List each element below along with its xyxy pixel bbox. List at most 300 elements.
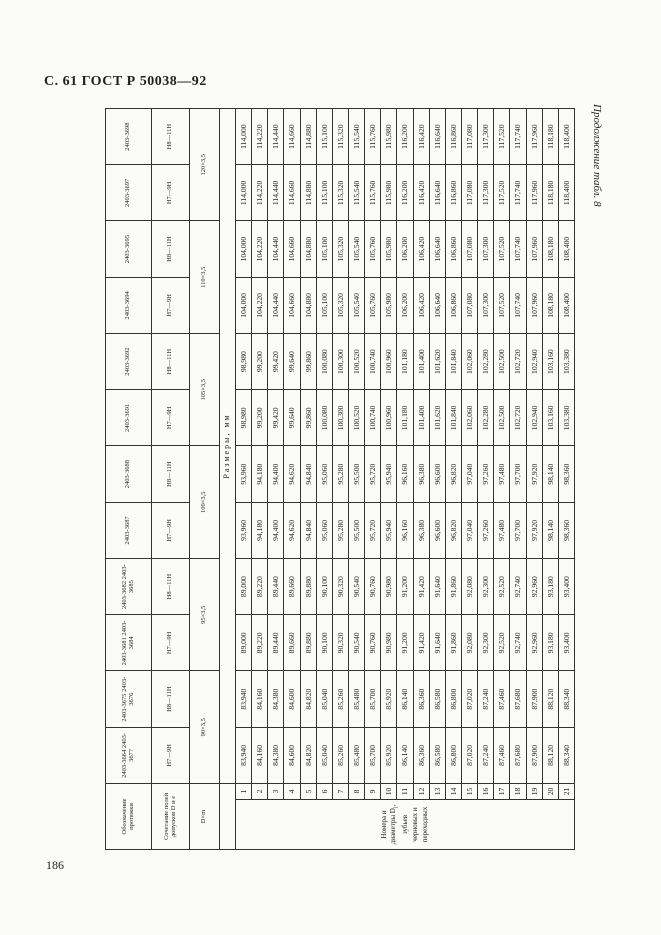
table-row xyxy=(365,109,381,850)
diameter-value: 93,400 xyxy=(558,615,574,671)
table-row xyxy=(542,109,558,850)
diameter-value: 115,320 xyxy=(332,165,348,221)
diameter-value: 101,400 xyxy=(413,390,429,446)
diameter-value: 115,760 xyxy=(365,165,381,221)
diameter-value: 114,880 xyxy=(300,109,316,165)
diameter-value: 102,720 xyxy=(510,334,526,390)
diameter-value: 106,420 xyxy=(413,221,429,277)
diameter-value: 90,760 xyxy=(365,615,381,671)
table-row xyxy=(252,109,268,850)
diameter-value: 97,480 xyxy=(494,446,510,502)
diameter-value: 103,380 xyxy=(558,334,574,390)
diameter-value: 103,160 xyxy=(542,390,558,446)
diameter-value: 117,300 xyxy=(478,165,494,221)
diameter-value: 91,640 xyxy=(429,615,445,671)
diameter-value: 117,740 xyxy=(510,165,526,221)
diameter-value: 98,980 xyxy=(236,334,252,390)
diameter-value: 91,200 xyxy=(397,615,413,671)
diameter-value: 88,340 xyxy=(558,671,574,727)
diameter-value: 96,160 xyxy=(397,446,413,502)
diameter-value: 108,180 xyxy=(542,221,558,277)
diameter-value: 106,420 xyxy=(413,277,429,333)
table-row xyxy=(381,109,397,850)
diameter-value: 95,500 xyxy=(348,502,364,558)
diameter-value: 106,640 xyxy=(429,277,445,333)
diameter-value: 96,600 xyxy=(429,502,445,558)
diameter-value: 87,900 xyxy=(526,727,542,783)
diameter-value: 94,620 xyxy=(284,502,300,558)
diameter-value: 107,740 xyxy=(510,221,526,277)
diameter-value: 108,400 xyxy=(558,221,574,277)
diameter-value: 94,180 xyxy=(252,502,268,558)
tolerance-field-cell: H7—9H xyxy=(152,165,190,221)
diameter-value: 101,840 xyxy=(445,390,461,446)
diameter-value: 101,180 xyxy=(397,334,413,390)
diameter-value: 86,140 xyxy=(397,727,413,783)
broach-code-cell: 2403-3694 xyxy=(106,277,152,333)
diameter-value: 90,540 xyxy=(348,615,364,671)
diameter-value: 85,260 xyxy=(332,727,348,783)
diameter-value: 83,940 xyxy=(236,671,252,727)
row-index: 10 xyxy=(381,784,397,800)
diameter-value: 89,880 xyxy=(300,559,316,615)
diameter-value: 98,360 xyxy=(558,446,574,502)
diameter-value: 95,280 xyxy=(332,446,348,502)
diameter-value: 117,960 xyxy=(526,109,542,165)
diameter-value: 114,220 xyxy=(252,165,268,221)
diameter-value: 91,860 xyxy=(445,559,461,615)
row-index: 11 xyxy=(397,784,413,800)
diameter-value: 85,700 xyxy=(365,727,381,783)
diameter-value: 85,480 xyxy=(348,671,364,727)
tolerance-field-cell: H8—11H xyxy=(152,221,190,277)
diameter-value: 84,600 xyxy=(284,727,300,783)
diameter-value: 107,960 xyxy=(526,221,542,277)
size-cell: 120×3,5 xyxy=(190,109,220,222)
diameter-value: 107,080 xyxy=(461,277,477,333)
diameter-value: 102,060 xyxy=(461,334,477,390)
diameter-value: 83,940 xyxy=(236,727,252,783)
diameter-value: 116,420 xyxy=(413,165,429,221)
sizes-title: Размеры, мм xyxy=(220,109,236,784)
row-index: 14 xyxy=(445,784,461,800)
page-header: С. 61 ГОСТ Р 50038—92 xyxy=(44,74,207,89)
diameter-value: 116,640 xyxy=(429,109,445,165)
diameter-value: 99,640 xyxy=(284,334,300,390)
broach-code-cell: 2403-3681 2403-3684 xyxy=(106,615,152,671)
diameter-value: 107,300 xyxy=(478,221,494,277)
diameter-value: 97,260 xyxy=(478,446,494,502)
row-group-label-line1: Номера и диаметры D xyxy=(379,808,398,845)
diameter-value: 117,960 xyxy=(526,165,542,221)
row-group-label-subscript: i xyxy=(393,806,400,809)
table-row xyxy=(558,109,574,850)
diameter-value: 114,000 xyxy=(236,165,252,221)
diameter-value: 105,100 xyxy=(316,221,332,277)
diameter-value: 118,400 xyxy=(558,165,574,221)
diameter-value: 105,980 xyxy=(381,277,397,333)
table-row xyxy=(397,109,413,850)
diameter-value: 116,640 xyxy=(429,165,445,221)
diameter-value: 118,180 xyxy=(542,109,558,165)
diameter-value: 102,500 xyxy=(494,334,510,390)
table-row xyxy=(268,109,284,850)
diameter-value: 114,000 xyxy=(236,109,252,165)
diameter-value: 84,160 xyxy=(252,727,268,783)
diameter-value: 115,100 xyxy=(316,165,332,221)
diameter-value: 100,300 xyxy=(332,390,348,446)
diameter-value: 89,220 xyxy=(252,559,268,615)
diameter-value: 94,400 xyxy=(268,502,284,558)
broach-diameters-table xyxy=(105,108,575,850)
diameter-value: 85,700 xyxy=(365,671,381,727)
diameter-value: 100,740 xyxy=(365,390,381,446)
header-row-units xyxy=(220,109,236,850)
diameter-value: 94,620 xyxy=(284,446,300,502)
diameter-value: 98,140 xyxy=(542,446,558,502)
table-row xyxy=(300,109,316,850)
broach-code-cell: 2403-3698 xyxy=(106,109,152,165)
diameter-value: 106,200 xyxy=(397,221,413,277)
diameter-value: 105,540 xyxy=(348,277,364,333)
diameter-value: 100,080 xyxy=(316,334,332,390)
size-label: D×m xyxy=(190,784,220,850)
diameter-value: 92,300 xyxy=(478,615,494,671)
diameter-value: 95,720 xyxy=(365,446,381,502)
diameter-value: 114,220 xyxy=(252,109,268,165)
units-empty xyxy=(220,784,236,850)
diameter-value: 104,880 xyxy=(300,221,316,277)
table-row xyxy=(332,109,348,850)
diameter-value: 101,400 xyxy=(413,334,429,390)
tolerance-field-cell: H7—9H xyxy=(152,277,190,333)
diameter-value: 90,320 xyxy=(332,559,348,615)
diameter-value: 98,360 xyxy=(558,502,574,558)
diameter-value: 92,080 xyxy=(461,615,477,671)
diameter-value: 100,520 xyxy=(348,334,364,390)
diameter-value: 95,940 xyxy=(381,446,397,502)
diameter-value: 85,040 xyxy=(316,671,332,727)
diameter-value: 90,100 xyxy=(316,615,332,671)
diameter-value: 92,960 xyxy=(526,559,542,615)
diameter-value: 107,520 xyxy=(494,221,510,277)
diameter-value: 98,140 xyxy=(542,502,558,558)
diameter-value: 105,980 xyxy=(381,221,397,277)
table-row xyxy=(236,109,252,850)
tolerance-field-cell: H8—11H xyxy=(152,446,190,502)
diameter-value: 97,920 xyxy=(526,446,542,502)
diameter-value: 85,040 xyxy=(316,727,332,783)
diameter-value: 117,080 xyxy=(461,109,477,165)
broach-code-cell: 2403-3697 xyxy=(106,165,152,221)
diameter-value: 87,680 xyxy=(510,671,526,727)
diameter-value: 106,860 xyxy=(445,221,461,277)
diameter-value: 95,720 xyxy=(365,502,381,558)
diameter-value: 100,520 xyxy=(348,390,364,446)
diameter-value: 86,360 xyxy=(413,727,429,783)
tolerance-field-cell: H7—9H xyxy=(152,727,190,783)
diameter-value: 86,140 xyxy=(397,671,413,727)
diameter-value: 90,540 xyxy=(348,559,364,615)
table-row xyxy=(284,109,300,850)
diameter-value: 96,820 xyxy=(445,446,461,502)
diameter-value: 102,940 xyxy=(526,390,542,446)
diameter-value: 107,520 xyxy=(494,277,510,333)
diameter-value: 107,080 xyxy=(461,221,477,277)
broach-code-cell: 2403-3691 xyxy=(106,390,152,446)
diameter-value: 92,740 xyxy=(510,559,526,615)
diameter-value: 104,440 xyxy=(268,221,284,277)
diameter-value: 93,180 xyxy=(542,615,558,671)
diameter-value: 114,660 xyxy=(284,165,300,221)
table-row xyxy=(478,109,494,850)
diameter-value: 91,420 xyxy=(413,615,429,671)
row-index: 17 xyxy=(494,784,510,800)
diameter-value: 99,860 xyxy=(300,390,316,446)
diameter-value: 87,460 xyxy=(494,727,510,783)
diameter-value: 115,980 xyxy=(381,109,397,165)
diameter-value: 88,120 xyxy=(542,727,558,783)
diameter-value: 105,320 xyxy=(332,221,348,277)
diameter-value: 85,260 xyxy=(332,671,348,727)
table-row xyxy=(461,109,477,850)
diameter-value: 85,920 xyxy=(381,671,397,727)
diameter-value: 86,360 xyxy=(413,671,429,727)
table-row xyxy=(316,109,332,850)
diameter-value: 105,540 xyxy=(348,221,364,277)
diameter-value: 94,400 xyxy=(268,446,284,502)
diameter-value: 89,440 xyxy=(268,615,284,671)
diameter-value: 102,940 xyxy=(526,334,542,390)
row-index: 19 xyxy=(526,784,542,800)
diameter-value: 99,200 xyxy=(252,334,268,390)
diameter-value: 115,100 xyxy=(316,109,332,165)
diameter-value: 95,060 xyxy=(316,502,332,558)
diameter-value: 107,960 xyxy=(526,277,542,333)
diameter-value: 107,300 xyxy=(478,277,494,333)
header-row-codes xyxy=(106,109,152,850)
diameter-value: 104,660 xyxy=(284,277,300,333)
diameter-value: 97,700 xyxy=(510,502,526,558)
diameter-value: 87,020 xyxy=(461,727,477,783)
diameter-value: 88,340 xyxy=(558,727,574,783)
diameter-value: 84,380 xyxy=(268,727,284,783)
row-index: 2 xyxy=(252,784,268,800)
diameter-value: 102,060 xyxy=(461,390,477,446)
diameter-value: 96,380 xyxy=(413,502,429,558)
diameter-value: 92,960 xyxy=(526,615,542,671)
diameter-value: 107,740 xyxy=(510,277,526,333)
diameter-value: 104,220 xyxy=(252,277,268,333)
diameter-value: 86,580 xyxy=(429,671,445,727)
diameter-value: 89,000 xyxy=(236,615,252,671)
diameter-value: 117,300 xyxy=(478,109,494,165)
diameter-value: 104,440 xyxy=(268,277,284,333)
diameter-value: 103,380 xyxy=(558,390,574,446)
diameter-value: 97,920 xyxy=(526,502,542,558)
diameter-value: 93,400 xyxy=(558,559,574,615)
diameter-value: 118,180 xyxy=(542,165,558,221)
diameter-value: 100,300 xyxy=(332,334,348,390)
diameter-value: 102,500 xyxy=(494,390,510,446)
diameter-value: 93,180 xyxy=(542,559,558,615)
row-index: 5 xyxy=(300,784,316,800)
tolerance-field-cell: H8—11H xyxy=(152,334,190,390)
diameter-value: 116,860 xyxy=(445,109,461,165)
table-row xyxy=(494,109,510,850)
diameter-value: 95,500 xyxy=(348,446,364,502)
broach-code-cell: 2403-3682 2403-3685 xyxy=(106,559,152,615)
broach-code-cell: 2403-3688 xyxy=(106,446,152,502)
size-cell: 110×3,5 xyxy=(190,221,220,334)
diameter-value: 90,760 xyxy=(365,559,381,615)
diameter-value: 84,820 xyxy=(300,671,316,727)
diameter-value: 100,960 xyxy=(381,334,397,390)
diameter-value: 104,880 xyxy=(300,277,316,333)
table-continuation-label: Продолжение табл. 8 xyxy=(591,104,603,207)
diameter-value: 97,040 xyxy=(461,502,477,558)
diameter-value: 104,220 xyxy=(252,221,268,277)
diameter-value: 99,640 xyxy=(284,390,300,446)
diameter-value: 116,200 xyxy=(397,109,413,165)
diameter-value: 89,880 xyxy=(300,615,316,671)
diameter-value: 118,400 xyxy=(558,109,574,165)
diameter-value: 92,300 xyxy=(478,559,494,615)
diameter-value: 99,420 xyxy=(268,390,284,446)
diameter-value: 104,660 xyxy=(284,221,300,277)
row-index: 21 xyxy=(558,784,574,800)
size-cell: 105×3,5 xyxy=(190,334,220,447)
diameter-value: 87,680 xyxy=(510,727,526,783)
diameter-value: 90,100 xyxy=(316,559,332,615)
diameter-value: 95,060 xyxy=(316,446,332,502)
diameter-value: 89,440 xyxy=(268,559,284,615)
diameter-value: 91,420 xyxy=(413,559,429,615)
row-group-label-line1-end: , зубьев xyxy=(389,804,409,835)
row-index: 8 xyxy=(348,784,364,800)
diameter-value: 92,080 xyxy=(461,559,477,615)
diameter-value: 90,320 xyxy=(332,615,348,671)
diameter-value: 92,520 xyxy=(494,615,510,671)
diameter-value: 85,920 xyxy=(381,727,397,783)
broach-code-cell: 2403-3664 2403-3677 xyxy=(106,727,152,783)
tolerance-field-cell: H8—11H xyxy=(152,559,190,615)
table-row xyxy=(348,109,364,850)
diameter-value: 114,660 xyxy=(284,109,300,165)
diameter-value: 105,100 xyxy=(316,277,332,333)
diameter-value: 116,860 xyxy=(445,165,461,221)
broach-code-cell: 2403-3692 xyxy=(106,334,152,390)
diameter-value: 96,820 xyxy=(445,502,461,558)
diameter-value: 86,800 xyxy=(445,671,461,727)
diameter-value: 91,860 xyxy=(445,615,461,671)
row-index: 16 xyxy=(478,784,494,800)
tolerance-field-cell: H7—9H xyxy=(152,615,190,671)
diameter-value: 101,620 xyxy=(429,390,445,446)
diameter-value: 94,840 xyxy=(300,502,316,558)
diameter-value: 100,740 xyxy=(365,334,381,390)
diameter-value: 108,180 xyxy=(542,277,558,333)
table-row xyxy=(429,109,445,850)
diameter-value: 93,960 xyxy=(236,446,252,502)
diameter-value: 97,260 xyxy=(478,502,494,558)
diameter-value: 106,200 xyxy=(397,277,413,333)
diameter-value: 94,180 xyxy=(252,446,268,502)
size-cell: 100×3,5 xyxy=(190,446,220,559)
diameter-value: 104,000 xyxy=(236,277,252,333)
tolerance-field-cell: H7—9H xyxy=(152,502,190,558)
diameter-value: 102,720 xyxy=(510,390,526,446)
diameter-value: 87,240 xyxy=(478,727,494,783)
diameter-value: 84,600 xyxy=(284,671,300,727)
table-row xyxy=(510,109,526,850)
diameter-value: 115,540 xyxy=(348,165,364,221)
diameter-value: 99,860 xyxy=(300,334,316,390)
diameter-value: 93,960 xyxy=(236,502,252,558)
diameter-value: 98,980 xyxy=(236,390,252,446)
diameter-value: 102,280 xyxy=(478,390,494,446)
tolerance-fields-label: Сочетание полей допусков D и e xyxy=(152,784,190,850)
broach-code-cell: 2403-3687 xyxy=(106,502,152,558)
diameter-value: 89,000 xyxy=(236,559,252,615)
row-index: 7 xyxy=(332,784,348,800)
diameter-value: 101,840 xyxy=(445,334,461,390)
diameter-value: 91,640 xyxy=(429,559,445,615)
row-index: 12 xyxy=(413,784,429,800)
page-number: 186 xyxy=(46,858,64,872)
diameter-value: 117,520 xyxy=(494,109,510,165)
diameter-value: 105,760 xyxy=(365,221,381,277)
diameter-value: 100,080 xyxy=(316,390,332,446)
row-index: 6 xyxy=(316,784,332,800)
diameter-value: 94,840 xyxy=(300,446,316,502)
diameter-value: 105,320 xyxy=(332,277,348,333)
table-row xyxy=(445,109,461,850)
diameter-value: 85,480 xyxy=(348,727,364,783)
row-index: 15 xyxy=(461,784,477,800)
diameter-value: 86,580 xyxy=(429,727,445,783)
row-index: 20 xyxy=(542,784,558,800)
diameter-value: 87,900 xyxy=(526,671,542,727)
diameter-value: 96,600 xyxy=(429,446,445,502)
diameter-value: 106,860 xyxy=(445,277,461,333)
diameter-value: 100,960 xyxy=(381,390,397,446)
diameter-value: 90,980 xyxy=(381,615,397,671)
table-row xyxy=(526,109,542,850)
row-index: 18 xyxy=(510,784,526,800)
diameter-value: 99,200 xyxy=(252,390,268,446)
tolerance-field-cell: H7—9H xyxy=(152,390,190,446)
diameter-value: 97,700 xyxy=(510,446,526,502)
diameter-value: 101,620 xyxy=(429,334,445,390)
row-index: 4 xyxy=(284,784,300,800)
diameter-value: 87,020 xyxy=(461,671,477,727)
diameter-value: 115,540 xyxy=(348,109,364,165)
diameter-value: 117,080 xyxy=(461,165,477,221)
diameter-value: 92,520 xyxy=(494,559,510,615)
diameter-value: 89,660 xyxy=(284,559,300,615)
table-row xyxy=(413,109,429,850)
tolerance-field-cell: H8—11H xyxy=(152,109,190,165)
rotated-table-container xyxy=(105,108,575,850)
diameter-value: 103,160 xyxy=(542,334,558,390)
diameter-value: 92,740 xyxy=(510,615,526,671)
diameter-value: 96,380 xyxy=(413,446,429,502)
diameter-value: 114,880 xyxy=(300,165,316,221)
row-index: 1 xyxy=(236,784,252,800)
diameter-value: 97,040 xyxy=(461,446,477,502)
diameter-value: 117,520 xyxy=(494,165,510,221)
